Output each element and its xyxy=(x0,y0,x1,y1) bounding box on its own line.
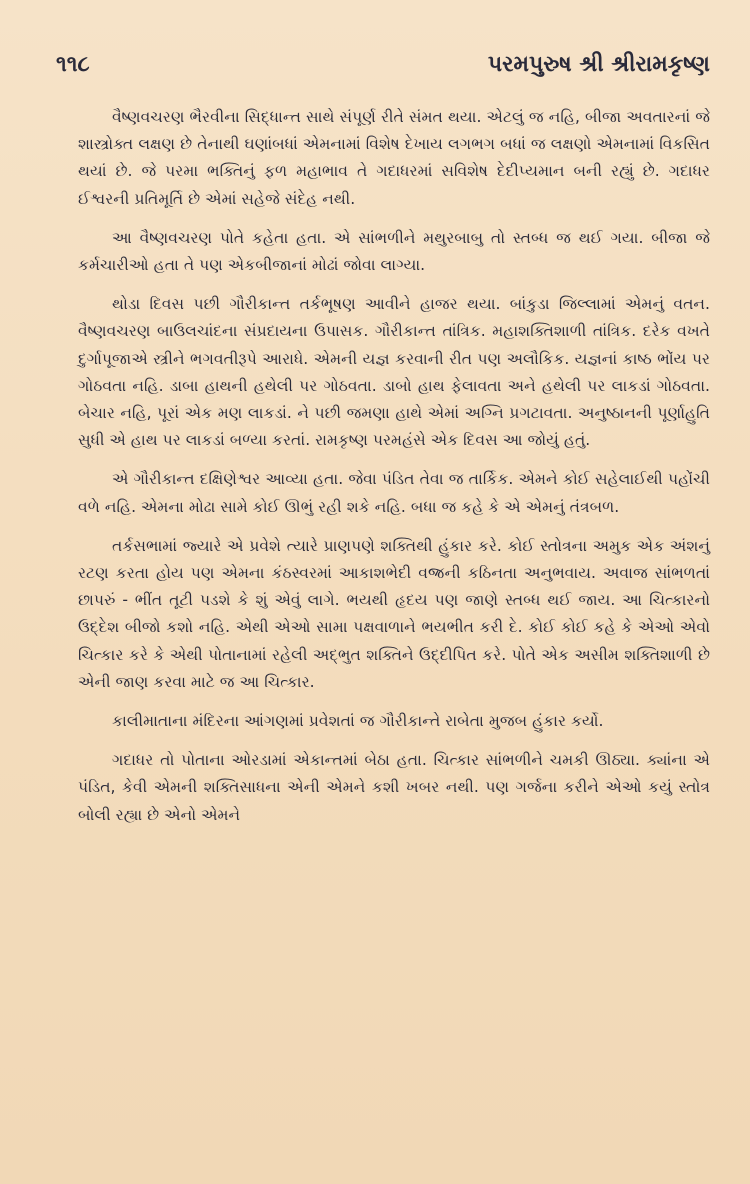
page-number: ૧૧૮ xyxy=(56,52,90,77)
paragraph: તર્કસભામાં જ્યારે એ પ્રવેશે ત્યારે પ્રાણપણે શક્તિથી હુંકાર કરે. કોઈ સ્તોત્રના અમુક એક અંશનું રટણ કરતા હોય પણ એમના કંઠસ્વરમાં આકાશભેદી વજ્રની કઠિનતા અનુભવાય. અવાજ સાંભળતાં છાપરું - ભીંત તૂટી પડશે કે શું એવું લાગે. ભયથી હૃદય પણ જાણે સ્તબ્ધ થઈ જાય. આ ચિત્કારનો ઉદ્દેશ બીજો કશો નહિ. એથી એઓ સામા પક્ષવાળાને ભયભીત કરી દે. કોઈ કોઈ કહે કે એઓ એવો ચિત્કાર કરે કે એથી પોતાનામાં રહેલી અદ્ભુત શક્તિને ઉદ્દીપિત કરે. પોતે એક અસીમ શક્તિશાળી છે એની જાણ કરવા માટે જ આ ચિત્કાર. xyxy=(78,536,710,691)
paragraph: થોડા દિવસ પછી ગૌરીકાન્ત તર્કભૂષણ આવીને હાજર થયા. બાંકુડા જિલ્લામાં એમનું વતન. વૈષ્ણવચરણ બાઉલચાંદના સંપ્રદાયના ઉપાસક. ગૌરીકાન્ત તાંત્રિક. મહાશક્તિશાળી તાંત્રિક. દરેક વખતે દુર્ગાપૂજાએ સ્ત્રીને ભગવતીરૂપે આરાધે. એમની યજ્ઞ કરવાની રીત પણ અલૌકિક. યજ્ઞનાં કાષ્ઠ ભોંય પર ગોઠવતા નહિ. ડાબા હાથની હથેલી પર ગોઠવતા. ડાબો હાથ ફેલાવતા અને હથેલી પર લાકડાં ગોઠવતા. બેચાર નહિ, પૂરાં એક મણ લાકડાં. ને પછી જમણા હાથે એમાં અગ્નિ પ્રગટાવતા. અનુષ્ઠાનની પૂર્ણાહુતિ સુધી એ હાથ પર લાકડાં બળ્યા કરતાં. રામકૃષ્ણ પરમહંસે એક દિવસ આ જોયું હતું. xyxy=(78,295,710,450)
paragraph: કાલીમાતાના મંદિરના આંગણમાં પ્રવેશતાં જ ગૌરીકાન્તે રાબેતા મુજબ હુંકાર કર્યો. xyxy=(112,712,604,731)
paragraph: ગદાધર તો પોતાના ઓરડામાં એકાન્તમાં બેઠા હતા. ચિત્કાર સાંભળીને ચમકી ઊઠ્યા. ક્યાંના એ પંડિત, કેવી એમની શક્તિસાધના એની એમને કશી ખબર નથી. પણ ગર્જના કરીને એઓ કયું સ્તોત્ર બોલી રહ્યા છે એનો એમને xyxy=(78,751,710,824)
paragraph: વૈષ્ણવચરણ ભૈરવીના સિદ્ધાન્ત સાથે સંપૂર્ણ રીતે સંમત થયા. એટલું જ નહિ, બીજા અવતારનાં જે શાસ્ત્રોક્ત લક્ષણ છે તેનાથી ઘણાંબધાં એમનામાં વિશેષ દેખાય લગભગ બધાં જ લક્ષણો એમનામાં વિકસિત થયાં છે. જે પરમા ભક્તિનું ફળ મહાભાવ તે ગદાધરમાં સવિશેષ દેદીપ્યમાન બની રહ્યું છે. ગદાધર ઈશ્વરની પ્રતિમૂર્તિ છે એમાં સહેજે સંદેહ નથી. xyxy=(78,108,710,208)
page-header xyxy=(56,52,710,92)
paragraph: આ વૈષ્ણવચરણ પોતે કહેતા હતા. એ સાંભળીને મથુરબાબુ તો સ્તબ્ધ જ થઈ ગયા. બીજા જે કર્મચારીઓ હતા તે પણ એકબીજાનાં મોઢાં જોવા લાગ્યા. xyxy=(78,228,710,275)
page-body xyxy=(78,104,710,841)
running-title: પરમપુરુષ શ્રી શ્રીરામકૃષ્ણ xyxy=(487,52,710,77)
paragraph: એ ગૌરીકાન્ત દક્ષિણેશ્વર આવ્યા હતા. જેવા પંડિત તેવા જ તાર્કિક. એમને કોઈ સહેલાઈથી પહોંચી વળે નહિ. એમના મોઢા સામે કોઈ ઊભું રહી શકે નહિ. બધા જ કહે કે એ એમનું તંત્રબળ. xyxy=(78,470,710,516)
